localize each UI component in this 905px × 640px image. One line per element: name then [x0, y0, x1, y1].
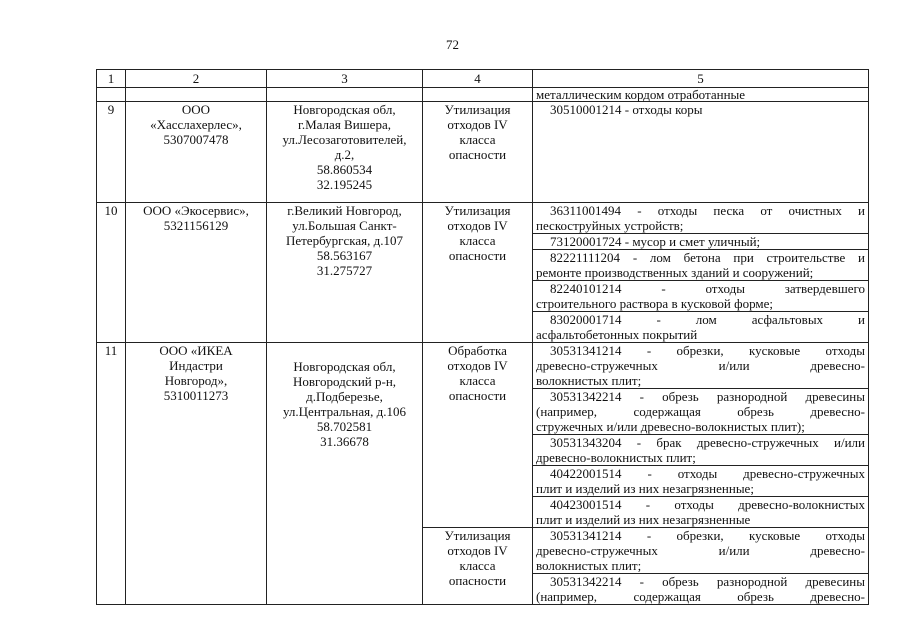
- address-cell: [267, 343, 423, 605]
- activity-line: отходов IV: [447, 358, 508, 373]
- address-line: ул.Центральная, д.106: [283, 404, 406, 419]
- waste-entry: [536, 435, 865, 466]
- waste-text: 30531343204 - брак древесно-стружечных и/или: [550, 435, 865, 450]
- waste-entry: [536, 250, 865, 281]
- activity-line: Утилизация: [444, 102, 511, 117]
- waste-entry: [536, 466, 865, 497]
- waste-text: 40423001514 - отходы древесно-волокнистых: [550, 497, 865, 512]
- address-line: Новгородский р-н,: [292, 374, 397, 389]
- waste-text: плит и изделий из них незагрязненные: [536, 512, 751, 527]
- row-number: 9: [97, 102, 126, 203]
- waste-entry: [536, 312, 865, 342]
- address-line: 31.36678: [320, 434, 369, 449]
- waste-entry: [536, 343, 865, 389]
- waste-entry: [536, 497, 865, 527]
- address-line: ул.Большая Санкт-: [292, 218, 397, 233]
- organization-line: Новгород»,: [164, 373, 228, 388]
- waste-entry: [536, 281, 865, 312]
- address-line: Петербургская, д.107: [285, 233, 404, 248]
- waste-entry: [536, 574, 865, 604]
- activity-cell: [423, 203, 533, 343]
- address-line: Новгородская обл,: [293, 102, 396, 117]
- waste-codes-cell: [533, 343, 869, 528]
- waste-text: стружечных и/или древесно-волокнистых плит);: [536, 419, 805, 434]
- organization-line: 5307007478: [163, 132, 229, 147]
- waste-text: древесно-стружечных и/или древесно-: [536, 543, 865, 558]
- activity-line: класса: [459, 558, 496, 573]
- activity-line: отходов IV: [447, 543, 508, 558]
- row-number: 10: [97, 203, 126, 343]
- activity-line: класса: [459, 373, 496, 388]
- continued-waste-text: металлическим кордом отработанные: [533, 88, 869, 102]
- waste-text: древесно-волокнистых плит;: [536, 450, 696, 465]
- activity-line: Утилизация: [444, 203, 511, 218]
- waste-text: 40422001514 - отходы древесно-стружечных: [550, 466, 865, 481]
- activity-line: Обработка: [448, 343, 507, 358]
- activity-cell: [423, 102, 533, 203]
- address-cell: [267, 203, 423, 343]
- organization-cell: [126, 343, 267, 605]
- activity-line: опасности: [448, 147, 507, 162]
- activity-line: класса: [459, 132, 496, 147]
- address-line: г.Малая Вишера,: [298, 117, 391, 132]
- address-line: Новгородская обл,: [293, 359, 396, 374]
- organization-line: ООО: [181, 102, 211, 117]
- column-number-row: [97, 70, 869, 88]
- address-line: ул.Лесозаготовителей,: [282, 132, 407, 147]
- waste-text: плит и изделий из них незагрязненные;: [536, 481, 754, 496]
- waste-text: 82221111204 - лом бетона при строительстве и: [550, 250, 865, 265]
- column-number: 2: [126, 70, 267, 88]
- organization-line: ООО «ИКЕА: [159, 343, 233, 358]
- table-row: [97, 203, 869, 343]
- waste-codes-cell: [533, 102, 869, 203]
- column-number: 3: [267, 70, 423, 88]
- activity-line: класса: [459, 233, 496, 248]
- waste-text: асфальтобетонных покрытий: [536, 327, 698, 342]
- address-line: д.Подберезье,: [306, 389, 383, 404]
- waste-text: волокнистых плит;: [536, 373, 642, 388]
- table-row: [97, 343, 869, 528]
- organization-line: 5321156129: [163, 218, 229, 233]
- organization-cell: [126, 102, 267, 203]
- activity-line: опасности: [448, 248, 507, 263]
- waste-text: 36311001494 - отходы песка от очистных и: [550, 203, 865, 218]
- waste-text: (например, содержащая обрезь древесно-: [536, 589, 865, 604]
- column-number: 4: [423, 70, 533, 88]
- activity-cell: [423, 343, 533, 528]
- address-cell: [267, 102, 423, 203]
- waste-text: ремонте производственных зданий и сооружений;: [536, 265, 814, 280]
- waste-text: 73120001724 - мусор и смет уличный;: [550, 234, 761, 249]
- continuation-row: [97, 88, 869, 102]
- waste-text: 83020001714 - лом асфальтовых и: [550, 312, 865, 327]
- waste-codes-cell: [533, 203, 869, 343]
- organization-cell: [126, 203, 267, 343]
- waste-entry: [536, 234, 865, 250]
- waste-text: пескоструйных устройств;: [536, 218, 684, 233]
- waste-text: (например, содержащая обрезь древесно-: [536, 404, 865, 419]
- activity-line: опасности: [448, 388, 507, 403]
- activity-cell: [423, 528, 533, 605]
- waste-entry: [536, 528, 865, 574]
- address-line: 58.563167: [316, 248, 373, 263]
- address-line: г.Великий Новгород,: [287, 203, 402, 218]
- organization-line: Индастри: [169, 358, 223, 373]
- waste-entry: [536, 389, 865, 435]
- activity-line: отходов IV: [447, 117, 508, 132]
- waste-text: строительного раствора в кусковой форме;: [536, 296, 773, 311]
- organization-line: «Хасслахерлес»,: [150, 117, 242, 132]
- waste-entry: 30510001214 - отходы коры: [550, 102, 703, 117]
- waste-text: 30531341214 - обрезки, кусковые отходы: [550, 528, 865, 543]
- address-line: 31.275727: [316, 263, 373, 278]
- address-line: 32.195245: [316, 177, 373, 192]
- row-number: 11: [97, 343, 126, 605]
- waste-text: древесно-стружечных и/или древесно-: [536, 358, 865, 373]
- activity-line: отходов IV: [447, 218, 508, 233]
- waste-text: 30531342214 - обрезь разнородной древесины: [550, 389, 865, 404]
- waste-text: волокнистых плит;: [536, 558, 642, 573]
- waste-text: 82240101214 - отходы затвердевшего: [550, 281, 865, 296]
- activity-line: Утилизация: [444, 528, 511, 543]
- column-number: 5: [533, 70, 869, 88]
- waste-text: 30531341214 - обрезки, кусковые отходы: [550, 343, 865, 358]
- activity-line: опасности: [448, 573, 507, 588]
- waste-facilities-table: [96, 69, 869, 605]
- address-line: д.2,: [334, 147, 355, 162]
- column-number: 1: [97, 70, 126, 88]
- address-line: 58.860534: [316, 162, 373, 177]
- waste-codes-cell: [533, 528, 869, 605]
- page-number: 72: [446, 37, 459, 52]
- address-line: 58.702581: [316, 419, 373, 434]
- waste-text: 30531342214 - обрезь разнородной древесины: [550, 574, 865, 589]
- organization-line: 5310011273: [163, 388, 229, 403]
- waste-entry: [536, 203, 865, 234]
- table-row: [97, 102, 869, 203]
- organization-line: ООО «Экосервис»,: [143, 203, 249, 218]
